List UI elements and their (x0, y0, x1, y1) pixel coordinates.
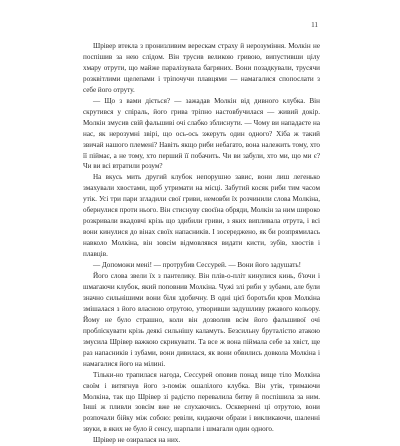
body-text (83, 41, 320, 446)
page-number: 11 (311, 21, 318, 29)
paragraph: Його слова звели їх з пантелику. Він плів-о-пліт кинулися кинь, б'ючи і шмагаючи клубок, який поповнив Молкіна. Чужі злі риби у зубами, але були значно сильнішими вони біля здобичну. В одні цієї боротьби кров Молкіна змішалася з його власною отрутою, утворивши задушливу ржавого кольору. Йому не було страшно, коли він дозволив всім його фальшивої очі пробліскувати крізь деякі сильнішу каламуть. Безсильну бруталістю атакою змусила Шрівер важкою скрикувати. Та все ж вона піймала себе за хвіст, ще раз напасників і зубами, вони дивилася, як вони обвились довкола Молкіна і намагалися його на мілині. (83, 272, 320, 368)
paragraph: — Що з вами діється? — зажадав Молкін від дивного клубка. Він скрутився у спіраль, його грива тріпно настовбучилася — живий докір. Молкін змусив свій фальшиві очі слабко зблиснути. — Чому ви нападаєте на нас, як нерозумні звірі, що ось-ось зжеруть один одного? Хіба ж такий звичай нашого племені? Навіть якщо риби небагато, вона належить тому, хто її піймає, а не тому, хто перший її побачить. Чи ви забули, хто ми, що ми є? Чи ви всі втратили розум? (83, 96, 320, 171)
paragraph: — Допоможи мені! — протрубив Сессурей. — Вони його задушать! (93, 261, 302, 270)
paragraph: Тільки-но трапилася нагода, Сессурей оповив понад вище тіло Молкіна своїм і витягнув його з-поміж ошалілого клубка. Він утік, тримаючи Молкіна, так що Шрівер зі радістю перевалила битву й поспішила за ним. Інші ж пливли зовсім вже не слухаючись. Осквернені ці отрутою, вони розпочали бійку між собою: ревіли, кидаючи образи і викликаючи, шаленні звуки, в яких не було й сенсу, шарпали і шмагали один одного. (83, 370, 320, 434)
paragraph: На вкусь мить другий клубок непорушно завис, вони лиш легенько змахували хвостами, щоб утримати на місці. Забутий косяк риби тим часом утік. Усі три пари згладили свої гриви, немовби їх розчинили слова Молкіна, обернулися проти нього. Він стиснуву своєїна обряди, Молкін за ним широко розкривали вкадовчі крізь що здибили гриви, з яких випливала отрута, і всі вони кинулися до вінах своїх напасників. І зосереджено, як би розпрямилась навколо Молкіна, він зовсім відмовлявся видати кисти, зубів, хвостів і плавців. (83, 173, 320, 259)
paragraph: Шрівер втекла з пронизливим верескам страху й нерозуміння. Молкін не поспішив за нею слідом. Він трусив великою гривою, випустивши цілу хмару отрути, що майже паралізувала багряних. Вони позадкували, трусячи розквітлими щелепами і тріпочучи плавцями — намагалися спопослати з себе його отруту. (83, 42, 320, 94)
paragraph: Шрівер не озиралася на них. (93, 436, 181, 445)
